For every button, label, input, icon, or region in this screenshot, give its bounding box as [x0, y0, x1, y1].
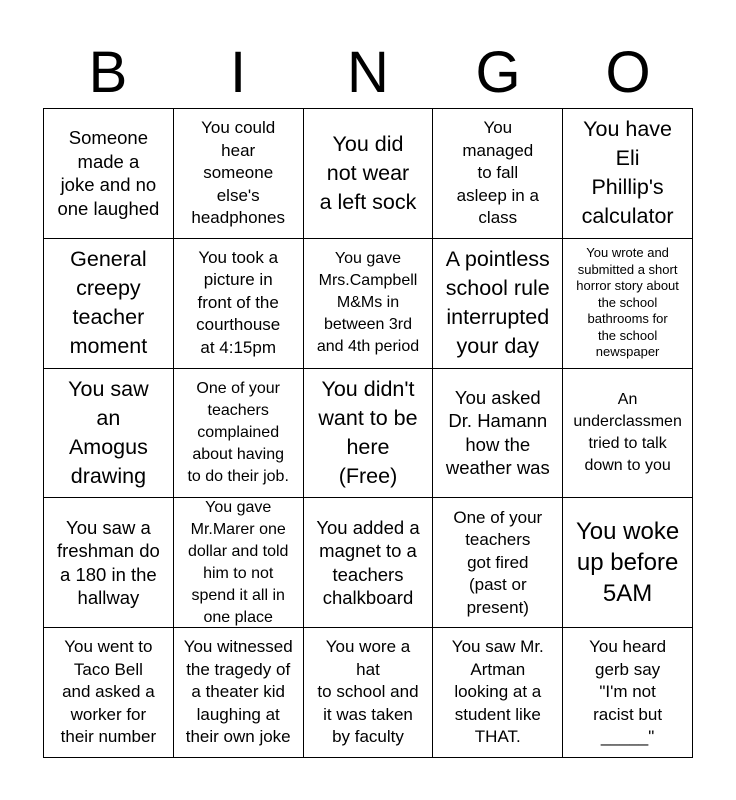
bingo-cell[interactable]: [174, 109, 304, 239]
bingo-cell-text: You could hear someone else's headphones: [191, 118, 285, 228]
bingo-cell-text: General creepy teacher moment: [69, 247, 148, 359]
bingo-cell-text: You wrote and submitted a short horror story about the school bathrooms for the school newspaper: [576, 245, 679, 360]
bingo-cell[interactable]: [304, 628, 434, 758]
bingo-cell[interactable]: [174, 369, 304, 499]
bingo-cell[interactable]: [433, 498, 563, 628]
bingo-header: [43, 38, 693, 108]
bingo-cell[interactable]: [304, 239, 434, 369]
bingo-cell[interactable]: [563, 109, 693, 239]
bingo-cell[interactable]: [174, 628, 304, 758]
bingo-cell-text: You asked Dr. Hamann how the weather was: [445, 386, 550, 479]
bingo-cell[interactable]: [174, 239, 304, 369]
header-letter-i: I: [229, 40, 247, 105]
bingo-cell-text: You gave Mrs.Campbell M&Ms in between 3rd and 4th period: [316, 250, 420, 356]
bingo-cell-text: You managed to fall asleep in a class: [456, 118, 539, 228]
bingo-cell-text: An underclassmen tried to talk down to you: [573, 390, 682, 474]
header-letter-b: B: [88, 40, 128, 105]
bingo-cell-text: You heard gerb say "I'm not racist but _____": [589, 637, 667, 747]
bingo-cell[interactable]: [563, 628, 693, 758]
bingo-card-grid: [43, 108, 693, 758]
bingo-cell-text: You woke up before 5AM: [575, 518, 680, 608]
bingo-cell-text: Someone made a joke and no one laughed: [57, 127, 160, 219]
bingo-cell[interactable]: [563, 369, 693, 499]
bingo-cell[interactable]: [44, 239, 174, 369]
bingo-cell[interactable]: [433, 109, 563, 239]
bingo-cell[interactable]: [304, 369, 434, 499]
bingo-cell-text: You did not wear a left sock: [319, 131, 417, 214]
bingo-cell[interactable]: [304, 498, 434, 628]
bingo-cell[interactable]: [433, 369, 563, 499]
bingo-cell-text: You added a magnet to a teachers chalkboard: [316, 516, 420, 609]
bingo-cell[interactable]: [563, 498, 693, 628]
bingo-cell-text: You gave Mr.Marer one dollar and told him to not spend it all in one place: [187, 498, 289, 626]
bingo-cell-text: You took a picture in front of the courthouse at 4:15pm: [196, 247, 281, 357]
bingo-cell[interactable]: [44, 498, 174, 628]
bingo-cell-text: A pointless school rule interrupted your day: [445, 247, 550, 359]
bingo-cell-text: You saw Mr. Artman looking at a student like THAT.: [451, 637, 544, 747]
bingo-cell[interactable]: [174, 498, 304, 628]
bingo-cell-text: You have Eli Phillip's calculator: [581, 117, 674, 229]
bingo-cell-text: One of your teachers complained about having to do their job.: [187, 379, 289, 485]
bingo-cell-text: You didn't want to be here (Free): [318, 376, 418, 488]
header-letter-g: G: [475, 40, 521, 105]
bingo-cell-text: You wore a hat to school and it was taken by faculty: [317, 637, 419, 747]
bingo-cell[interactable]: [44, 628, 174, 758]
bingo-cell-text: You saw a freshman do a 180 in the hallway: [56, 516, 160, 609]
bingo-cell[interactable]: [433, 628, 563, 758]
bingo-cell[interactable]: [44, 109, 174, 239]
header-letter-o: O: [605, 40, 651, 105]
bingo-cell-text: One of your teachers got fired (past or present): [453, 507, 543, 617]
bingo-cell-text: You witnessed the tragedy of a theater kid laughing at their own joke: [183, 637, 293, 747]
bingo-cell[interactable]: [304, 109, 434, 239]
bingo-cell[interactable]: [563, 239, 693, 369]
bingo-cell-text: You saw an Amogus drawing: [68, 376, 149, 488]
bingo-cell-text: You went to Taco Bell and asked a worker for their number: [60, 637, 157, 747]
header-letter-n: N: [347, 40, 389, 105]
bingo-cell[interactable]: [433, 239, 563, 369]
bingo-cell[interactable]: [44, 369, 174, 499]
